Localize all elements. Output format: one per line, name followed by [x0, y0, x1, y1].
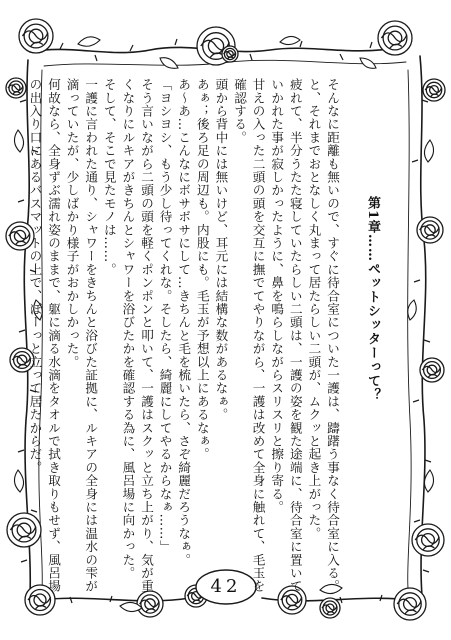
rose-icon: [417, 217, 443, 243]
rose-icon: [420, 358, 444, 382]
rose-icon: [6, 78, 26, 98]
body-text-line: 確認する。: [232, 78, 247, 144]
body-text-line: 甘えの入った二頭の頭を交互に撫でてやりながら、一護は改めて全身に触れて、毛玉を: [250, 78, 266, 593]
rose-icon: [423, 79, 445, 101]
page-number: 42: [210, 576, 242, 597]
body-text-line: そして、そこで見たモノは……。: [101, 78, 117, 276]
body-text-line: 何故なら、全身ずぶ濡れ姿のままで、躯に滴る水滴をタオルで拭き取りもせず、風呂場: [46, 78, 61, 593]
rose-icon: [412, 524, 444, 556]
body-text-line: 滴っていたが、少しばかり様子がおかしかった。: [64, 78, 80, 369]
rose-icon: [320, 598, 340, 618]
body-text-line: くなりにルキアがきちんとシャワーを浴びたかを確認する為に、風呂場に向かった。: [120, 78, 136, 580]
body-text-line: あ〜あ…こんなにボサボサにして…きちんと毛を梳いたら、さぞ綺麗だろうなぁ。: [176, 78, 192, 567]
rose-icon: [394, 588, 426, 620]
rose-icon: [7, 513, 41, 547]
body-text-line: 頭から背中には無いけど、耳元には結構な数があるなぁ。: [213, 78, 229, 422]
body-text-line: そんなに距離も無いので、すぐに待合室についた一護は、躊躇う事なく待合室に入る。: [325, 78, 340, 593]
body-text-line: と、それまでおとなしく丸まって居たらしい二頭が、ムクッと起き上がった。: [306, 78, 322, 540]
rose-icon: [222, 46, 238, 62]
body-text-line: の出入り口にあるバスマットの上で、ぼーっと立って居たからだ。: [27, 78, 43, 474]
chapter-title: 第1章……ペットシッターって？: [365, 196, 380, 403]
rose-icon: [378, 21, 412, 55]
rose-icon: [137, 591, 163, 617]
body-text-line: 疲れて、半分うたた寝していたらしい二頭は、一護の姿を観た途端に、待合室に置いて: [287, 78, 303, 593]
body-text-line: 「ヨシヨシ、もう少し待ってくれな。そしたら、綺麗にしてやるからなぁ……」: [157, 78, 173, 554]
rose-icon: [19, 19, 53, 53]
body-text-line: そう言いながら二頭の頭を軽くポンポンと叩いて、一護はスクッと立ち上がり、気が重: [139, 78, 154, 593]
body-text-line: 一護に言われた通り、シャワーをきちんと浴びた証拠に、ルキアの全身には温水の雫が: [83, 78, 99, 593]
body-text-line: いかれた事が寂しかったように、鼻を鳴らしながらスリスリと擦り寄る。: [269, 78, 285, 514]
body-text-line: あぁ；後ろ足の周辺も。内股にも。毛玉が予想以上にあるなぁ。: [194, 78, 210, 461]
